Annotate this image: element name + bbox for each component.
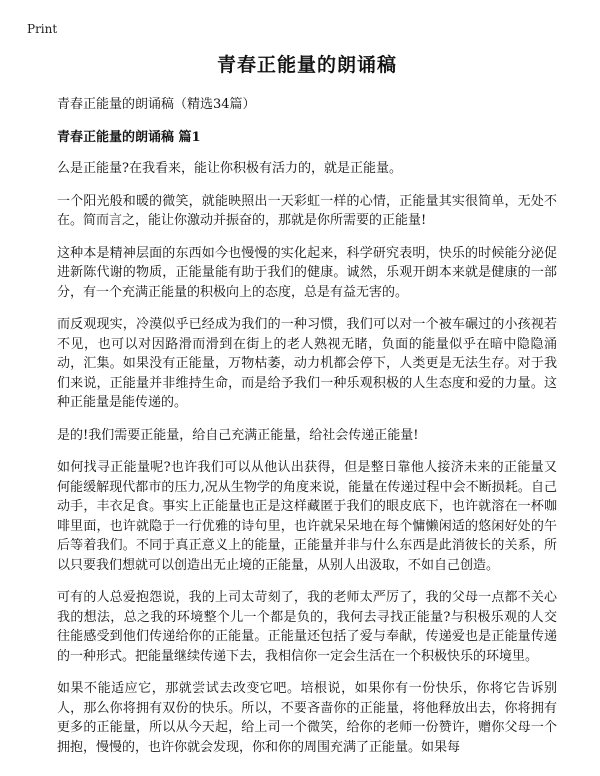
section-heading: 青春正能量的朗诵稿 篇1 xyxy=(57,130,201,145)
paragraph-5: 是的!我们需要正能量，给自己充满正能量，给社会传递正能量! xyxy=(57,427,419,443)
document-subtitle: 青春正能量的朗诵稿（精选34篇） xyxy=(57,97,256,112)
paragraph-6: 如何找寻正能量呢?也许我们可以从他认出获得，但是整日靠他人接济未来的正能量又何能缓解现代都市的压力,况从生物学的角度来说，能量在传递过程中会不断损耗。自己动手，丰衣足食。事实上正能量也正是这样藏匿于我们的眼皮底下，也许就溶在一杯咖啡里面，也许就隐于一行优雅的诗句里，也许就呆呆地在每个慵懒闲适的悠闲好处的午后等着我们。不同于真正意义上的能量，正能量并非与什么东西是此消彼长的关系，所以只要我们想就可以创造出无止境的正能量，从别人出汲取，不如自己创造。 xyxy=(57,460,557,573)
paragraph-8: 如果不能适应它，那就尝试去改变它吧。培根说，如果你有一份快乐，你将它告诉别人，那么你将拥有双份的快乐。所以，不要吝啬你的正能量，将他释放出去，你将拥有更多的正能量，所以从今天起，给上司一个微笑，给你的老师一份赞许，赠你父母一个拥抱，慢慢的，也许你就会发现，你和你的周围充满了正能量。如果每 xyxy=(57,681,557,755)
paragraph-2: 一个阳光般和暖的微笑，就能映照出一天彩虹一样的心情，正能量其实很简单，无处不在。简而言之，能让你激动并振奋的，那就是你所需要的正能量! xyxy=(57,193,557,228)
paragraph-3: 这种本是精神层面的东西如今也慢慢的实化起来，科学研究表明，快乐的时候能分泌促进新陈代谢的物质，正能量能有助于我们的健康。诚然，乐观开朗本来就是健康的一部分，有一个充满正能量的积极向上的态度，总是有益无害的。 xyxy=(57,245,557,300)
paragraph-1: 么是正能量?在我看来，能让你积极有活力的，就是正能量。 xyxy=(57,161,402,176)
paragraph-7: 可有的人总爱抱怨说，我的上司太苛刻了，我的老师太严厉了，我的父母一点都不关心我的想法，总之我的环境整个儿一个都是负的，我何去寻找正能量?与积极乐观的人交往能感受到他们传递给你的正能量。正能量还包括了爱与奉献，传递爱也是正能量传递的一种形式。把能量继续传递下去，我相信你一定会生活在一个积极快乐的环境里。 xyxy=(57,590,557,664)
document-content xyxy=(57,50,557,770)
print-link[interactable]: Print xyxy=(27,22,58,36)
document-title: 青春正能量的朗诵稿 xyxy=(216,54,397,76)
paragraph-4: 而反观现实，冷漠似乎已经成为我们的一种习惯，我们可以对一个被车碾过的小孩视若不见，也可以对因路滑而滑到在街上的老人熟视无睹，负面的能量似乎在暗中隐隐涌动，汇集。如果没有正能量，万物枯萎，动力机都会停下，人类更是无法生存。对于我们来说，正能量并非维持生命，而是给予我们一种乐观积极的人生态度和爱的力量。这种正能量是能传递的。 xyxy=(57,317,557,410)
